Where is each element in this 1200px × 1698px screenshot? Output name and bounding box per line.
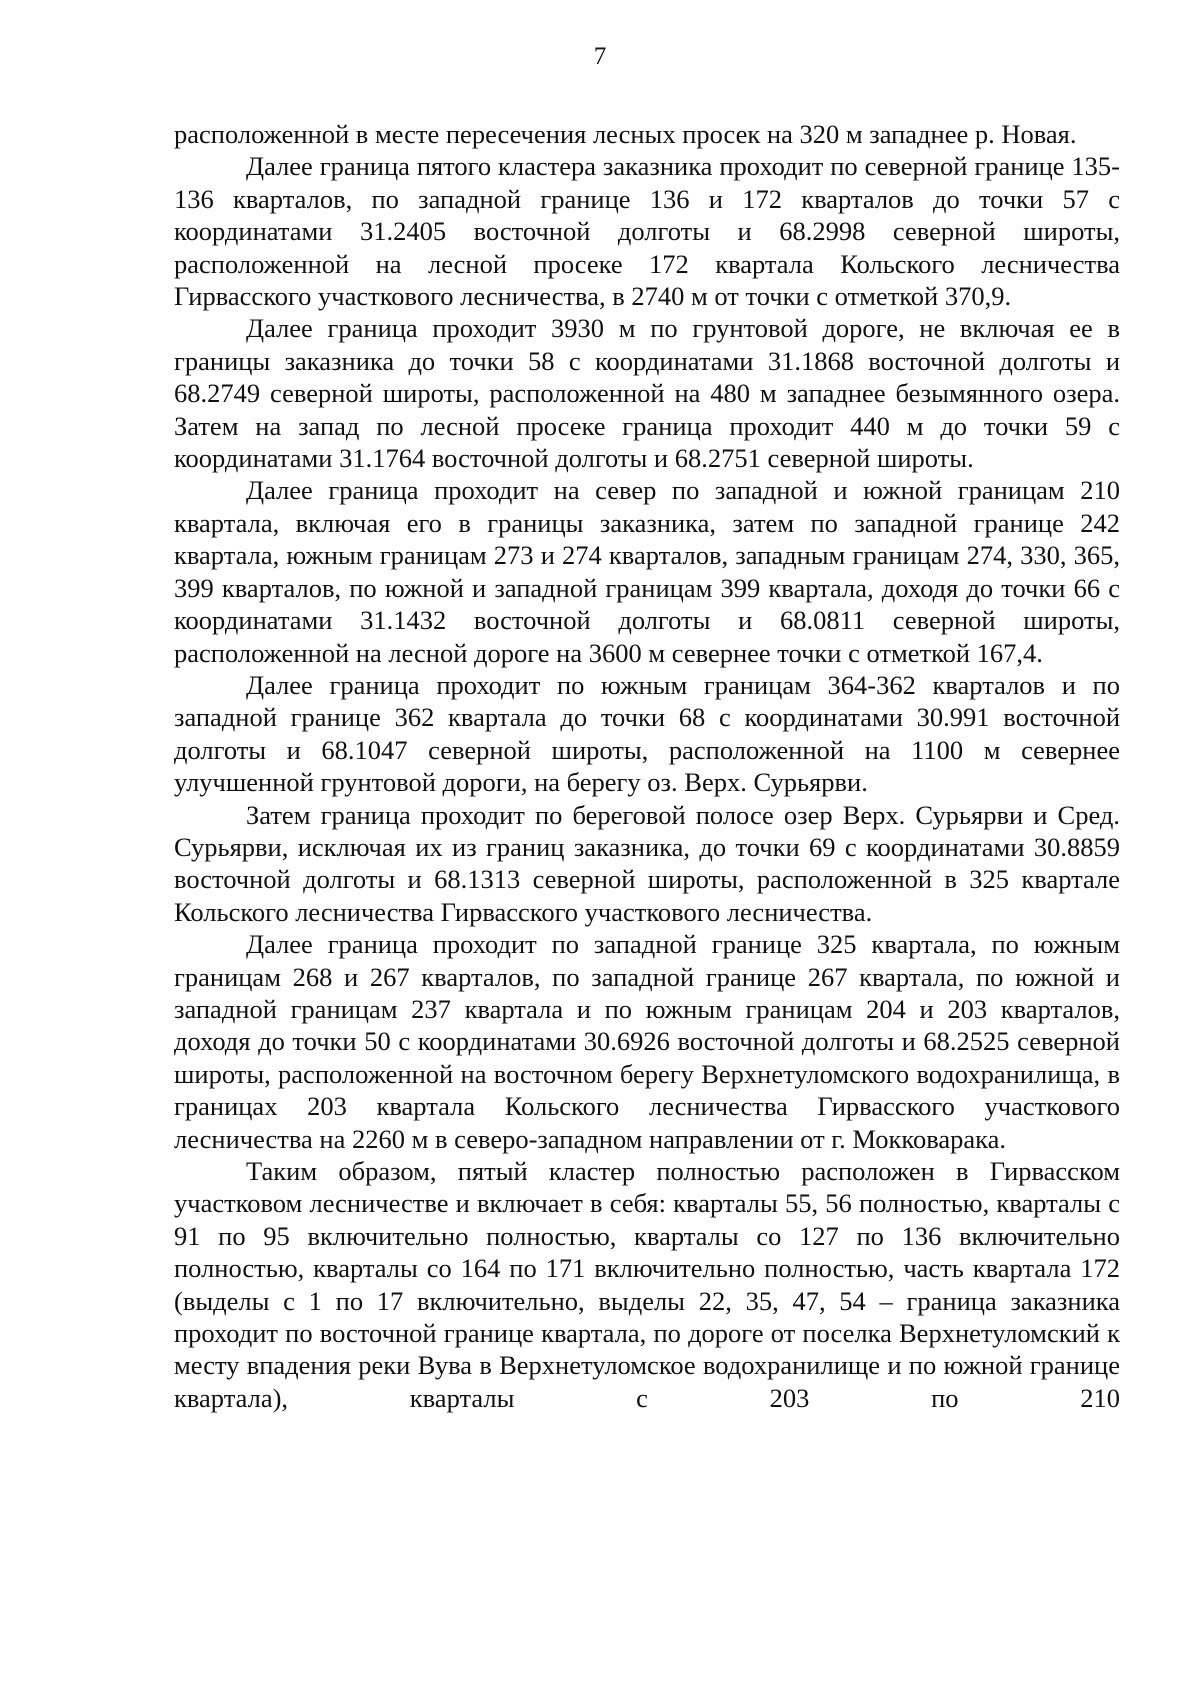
paragraph: Таким образом, пятый кластер полностью расположен в Гирвасском участковом лесничестве и включает в себя: кварталы 55, 56 полностью, кварталы с 91 по 95 включительно полностью, кварталы со 127 по 136 включительно полностью, кварталы со 164 по 171 включительно полностью, часть квартала 172 (выделы с 1 по 17 включительно, выделы 22, 35, 47, 54 – граница заказника проходит по восточной границе квартала, по дороге от поселка Верхнетуломский к месту впадения реки Вува в Верхнетуломское водохранилище и по южной границе квартала), кварталы с 203 по 210 bbox=[174, 1156, 1120, 1413]
paragraph: Далее граница проходит 3930 м по грунтовой дороге, не включая ее в границы заказника до точки 58 с координатами 31.1868 восточной долготы и 68.2749 северной широты, расположенной на 480 м западнее безымянного озера. Затем на запад по лесной просеке граница проходит 440 м до точки 59 с координатами 31.1764 восточной долготы и 68.2751 северной широты. bbox=[174, 313, 1120, 474]
paragraph: Далее граница проходит на север по западной и южной границам 210 квартала, включая его в границы заказника, затем по западной границе 242 квартала, южным границам 273 и 274 кварталов, западным границам 274, 330, 365, 399 кварталов, по южной и западной границам 399 квартала, доходя до точки 66 с координатами 31.1432 восточной долготы и 68.0811 северной широты, расположенной на лесной дороге на 3600 м севернее точки с отметкой 167,4. bbox=[174, 475, 1120, 668]
paragraph: Затем граница проходит по береговой полосе озер Верх. Сурьярви и Сред. Сурьярви, исключая их из границ заказника, до точки 69 с координатами 30.8859 восточной долготы и 68.1313 северной широты, расположенной в 325 квартале Кольского лесничества Гирвасского участкового лесничества. bbox=[174, 799, 1120, 927]
page-number: 7 bbox=[593, 43, 607, 70]
document-body bbox=[174, 118, 1120, 1414]
paragraph: Далее граница проходит по южным границам 364-362 кварталов и по западной границе 362 квартала до точки 68 с координатами 30.991 восточной долготы и 68.1047 северной широты, расположенной на 1100 м севернее улучшенной грунтовой дороги, на берегу оз. Верх. Сурьярви. bbox=[174, 669, 1120, 798]
paragraph: Далее граница пятого кластера заказника проходит по северной границе 135-136 кварталов, по западной границе 136 и 172 кварталов до точки 57 с координатами 31.2405 восточной долготы и 68.2998 северной широты, расположенной на лесной просеке 172 квартала Кольского лесничества Гирвасского участкового лесничества, в 2740 м от точки с отметкой 370,9. bbox=[174, 151, 1120, 312]
paragraph: Далее граница проходит по западной границе 325 квартала, по южным границам 268 и 267 кварталов, по западной границе 267 квартала, по южной и западной границам 237 квартала и по южным границам 204 и 203 кварталов, доходя до точки 50 с координатами 30.6926 восточной долготы и 68.2525 северной широты, расположенной на восточном берегу Верхнетуломского водохранилища, в границах 203 квартала Кольского лесничества Гирвасского участкового лесничества на 2260 м в северо-западном направлении от г. Мокковарака. bbox=[174, 929, 1120, 1154]
paragraph: расположенной в месте пересечения лесных просек на 320 м западнее р. Новая. bbox=[174, 119, 1077, 149]
